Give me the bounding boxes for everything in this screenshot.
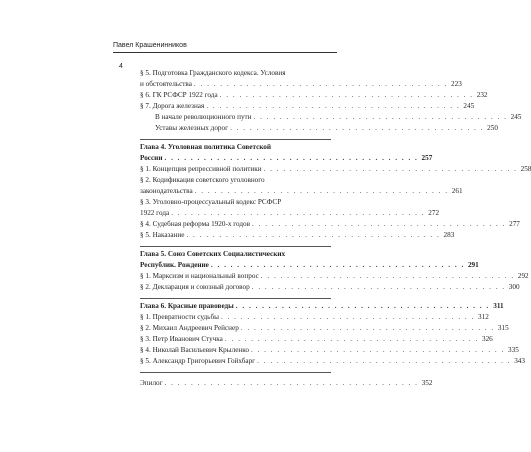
toc-entry-title: Эпилог <box>140 379 163 387</box>
dot-leader: . . . . . . . . . . . . . . . . . . . . . . . . . . . . . . . . . . . . . . . <box>253 113 508 121</box>
chapter-divider <box>140 139 331 140</box>
dot-leader: . . . . . . . . . . . . . . . . . . . . . . . . . . . . . . . . . . . . . . . <box>186 231 441 239</box>
dot-leader: . . . . . . . . . . . . . . . . . . . . . . . . . . . . . . . . . . . . . . . <box>235 302 490 310</box>
toc-entry <box>140 345 519 355</box>
chapter-divider <box>140 298 331 299</box>
toc-entry-title: § 2. Декларация и союзный договор <box>140 283 250 291</box>
chapter-heading-text <box>140 142 331 152</box>
toc-entry <box>140 101 475 111</box>
toc-entry <box>140 90 488 100</box>
chapter-title: России <box>140 154 163 162</box>
toc-entry-page: 283 <box>443 231 455 239</box>
dot-leader: . . . . . . . . . . . . . . . . . . . . . . . . . . . . . . . . . . . . . . . <box>257 357 511 365</box>
toc-entry <box>140 334 493 344</box>
dot-leader: . . . . . . . . . . . . . . . . . . . . . . . . . . . . . . . . . . . . . . . <box>210 261 465 269</box>
toc-entry-title: § 2. Михаил Андреевич Рейснер <box>140 324 239 332</box>
toc-entry-page: 245 <box>510 113 522 121</box>
toc-entry-title: § 4. Николай Васильевич Крыленко <box>140 346 249 354</box>
dot-leader: . . . . . . . . . . . . . . . . . . . . . . . . . . . . . . . . . . . . . . . <box>194 187 449 195</box>
dot-leader: . . . . . . . . . . . . . . . . . . . . . . . . . . . . . . . . . . . . . . . <box>206 102 461 110</box>
dot-leader: . . . . . . . . . . . . . . . . . . . . . . . . . . . . . . . . . . . . . . . <box>164 154 419 162</box>
dot-leader: . . . . . . . . . . . . . . . . . . . . . . . . . . . . . . . . . . . . . . . <box>220 313 475 321</box>
toc-entry-title: § 4. Судебная реформа 1920-х годов <box>140 220 251 228</box>
chapter-page: 311 <box>493 302 504 310</box>
toc-entry-title: § 1. Превратности судьбы <box>140 313 219 321</box>
toc-entry-page: 245 <box>463 102 475 110</box>
toc-entry-page: 343 <box>514 357 525 365</box>
toc-entry-page: 300 <box>508 283 520 291</box>
toc-entry-text <box>140 197 331 207</box>
toc-entry <box>140 312 489 322</box>
chapter-title: Республик. Рождение <box>140 261 209 269</box>
chapter-page: 291 <box>467 261 479 269</box>
toc-entry-title: § 6. ГК РСФСР 1922 года <box>140 91 218 99</box>
toc-entry <box>140 271 529 281</box>
toc-entry-title: 1922 года <box>140 209 170 217</box>
toc-entry-title: § 2. Кодификация советского уголовного <box>140 176 265 184</box>
chapter-heading <box>140 260 479 270</box>
toc-entry-page: 272 <box>428 209 440 217</box>
toc-entry-page: 326 <box>481 335 493 343</box>
toc-entry-page: 277 <box>509 220 520 228</box>
chapter-divider <box>140 372 331 373</box>
chapter-page: 257 <box>421 154 433 162</box>
dot-leader: . . . . . . . . . . . . . . . . . . . . . . . . . . . . . . . . . . . . . . . <box>251 283 506 291</box>
toc-entry-page: 223 <box>451 80 462 88</box>
toc-entry-title: § 3. Уголовно-процессуальный кодекс РСФСР <box>140 198 282 206</box>
chapter-title: Глава 4. Уголовная политика Советской <box>140 143 272 151</box>
dot-leader: . . . . . . . . . . . . . . . . . . . . . . . . . . . . . . . . . . . . . . . <box>224 335 479 343</box>
toc-entry-title: § 7. Дорога железная <box>140 102 205 110</box>
toc-entry-page: 250 <box>487 124 498 132</box>
header-author: Павел Крашенинников <box>113 42 187 49</box>
chapter-heading <box>140 153 433 163</box>
chapter-divider <box>140 246 331 247</box>
toc-entry-page: 335 <box>508 346 519 354</box>
dot-leader: . . . . . . . . . . . . . . . . . . . . . . . . . . . . . . . . . . . . . . . <box>240 324 495 332</box>
toc-entry <box>140 230 455 240</box>
toc-entry-page: 232 <box>476 91 488 99</box>
dot-leader: . . . . . . . . . . . . . . . . . . . . . . . . . . . . . . . . . . . . . . . <box>193 80 448 88</box>
toc-entry-title: § 5. Наказание <box>140 231 185 239</box>
toc-entry <box>140 378 433 388</box>
dot-leader: . . . . . . . . . . . . . . . . . . . . . . . . . . . . . . . . . . . . . . . <box>263 165 518 173</box>
dot-leader: . . . . . . . . . . . . . . . . . . . . . . . . . . . . . . . . . . . . . . . <box>164 379 419 387</box>
toc-entry <box>140 219 520 229</box>
toc-entry <box>140 186 463 196</box>
toc-entry-page: 292 <box>517 272 529 280</box>
toc-entry-title: § 3. Петр Иванович Стучка <box>140 335 223 343</box>
dot-leader: . . . . . . . . . . . . . . . . . . . . . . . . . . . . . . . . . . . . . . . <box>252 220 506 228</box>
toc-entry-text <box>140 68 331 78</box>
toc-entry-title: § 1. Концепция репрессивной политики <box>140 165 262 173</box>
toc-entry-title: § 1. Марксизм и национальный вопрос <box>140 272 259 280</box>
chapter-title: Глава 5. Союз Советских Социалистических <box>140 250 286 258</box>
toc-entry <box>140 356 525 366</box>
page-number: 4 <box>119 63 123 70</box>
toc-entry-title: § 5. Подготовка Гражданского кодекса. Условия <box>140 69 286 77</box>
toc-entry-title: законодательства <box>140 187 193 195</box>
dot-leader: . . . . . . . . . . . . . . . . . . . . . . . . . . . . . . . . . . . . . . . <box>171 209 426 217</box>
toc-entry-text <box>140 175 331 185</box>
chapter-heading-text <box>140 249 331 259</box>
toc-entry-page: 352 <box>421 379 433 387</box>
toc-entry-page: 315 <box>497 324 509 332</box>
toc-entry-page: 312 <box>478 313 489 321</box>
chapter-heading <box>140 301 504 311</box>
toc-entry-title: § 5. Александр Григорьевич Гойхбарг <box>140 357 256 365</box>
toc-entry <box>140 323 509 333</box>
toc-entry <box>140 79 462 89</box>
dot-leader: . . . . . . . . . . . . . . . . . . . . . . . . . . . . . . . . . . . . . . . <box>219 91 474 99</box>
dot-leader: . . . . . . . . . . . . . . . . . . . . . . . . . . . . . . . . . . . . . . . <box>230 124 484 132</box>
toc-entry <box>140 282 520 292</box>
toc-subentry <box>155 123 498 133</box>
book-page <box>113 42 531 452</box>
toc-entry-title: и обстоятельства <box>140 80 192 88</box>
toc-subentry <box>155 112 522 122</box>
toc-entry-page: 261 <box>451 187 463 195</box>
toc-entry-title: В начале революционного пути <box>155 113 252 121</box>
dot-leader: . . . . . . . . . . . . . . . . . . . . . . . . . . . . . . . . . . . . . . . <box>260 272 515 280</box>
toc-entry-page: 258 <box>520 165 531 173</box>
chapter-title: Глава 6. Красные правоведы <box>140 302 234 310</box>
toc-entry <box>140 164 531 174</box>
toc-entry-title: Уставы железных дорог <box>155 124 229 132</box>
toc-entry <box>140 208 440 218</box>
header-rule <box>113 52 337 53</box>
dot-leader: . . . . . . . . . . . . . . . . . . . . . . . . . . . . . . . . . . . . . . . <box>250 346 505 354</box>
